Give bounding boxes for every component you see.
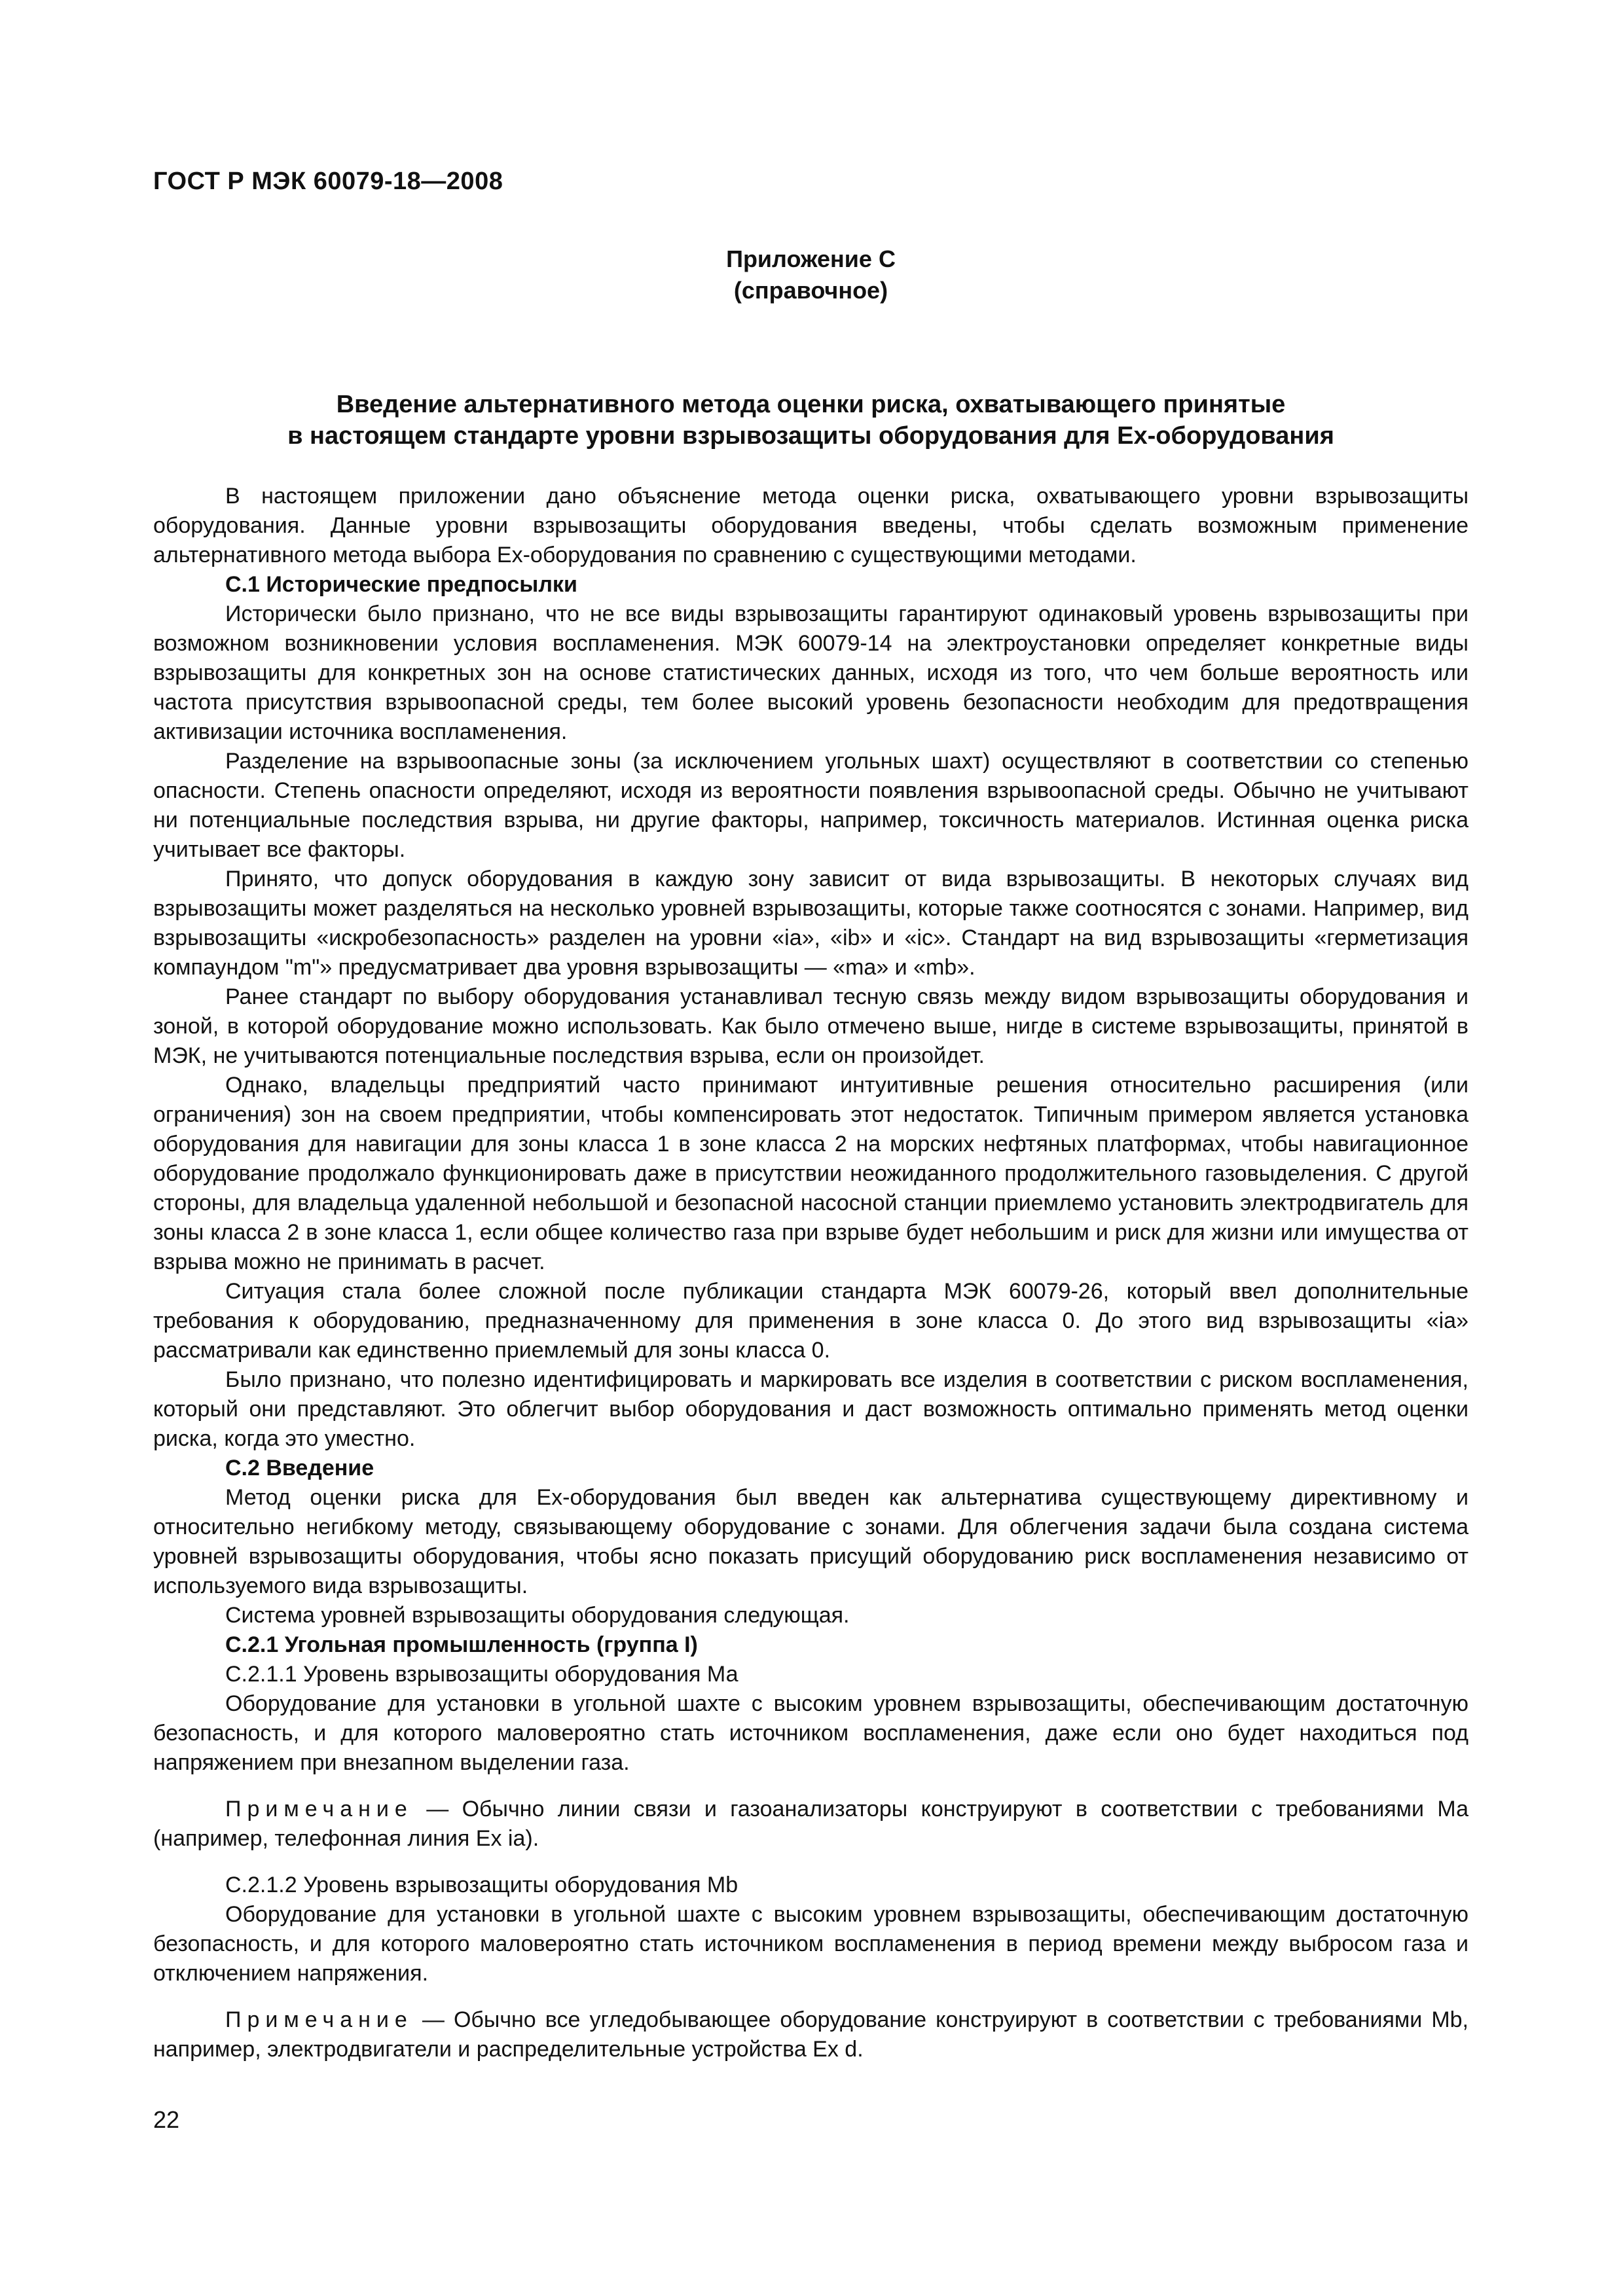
standard-designation: ГОСТ Р МЭК 60079-18—2008 [153, 168, 503, 195]
intro-paragraph: В настоящем приложении дано объяснение метода оценки риска, охватывающего уровни взрывозащиты оборудования. Данные уровни взрывозащиты оборудования введены, чтобы сделать возможным применение альтернативного метода выбора Ex-оборудования по сравнению с существующими методами. [153, 484, 1468, 567]
paragraph: Исторически было признано, что не все виды взрывозащиты гарантируют одинаковый уровень взрывозащиты при возможном возникновении условия воспламенения. МЭК 60079-14 на электроустановки определяет конкретные виды взрывозащиты для конкретных зон на основе статистических данных, исходя из того, что чем больше вероятность или частота присутствия взрывоопасной среды, тем более высокий уровень безопасности необходим для предотвращения активизации источника воспламенения. [153, 601, 1468, 744]
document-body [153, 482, 1468, 2081]
paragraph: Оборудование для установки в угольной шахте с высоким уровнем взрывозащиты, обеспечивающим достаточную безопасность, и для которого маловероятно стать источником воспламенения в период времени между выбросом газа и отключением напряжения. [153, 1902, 1468, 1986]
paragraph: Было признано, что полезно идентифицировать и маркировать все изделия в соответствии с риском воспламенения, который они представляют. Это облегчит выбор оборудования и даст возможность оптимально применять метод оценки риска, когда это уместно. [153, 1367, 1468, 1451]
section-c2-heading: С.2 Введение [225, 1456, 374, 1480]
section-c1-heading: С.1 Исторические предпосылки [225, 572, 577, 597]
annex-label: Приложение С [726, 245, 896, 272]
section-c211-heading: С.2.1.1 Уровень взрывозащиты оборудования Ма [225, 1662, 739, 1687]
note-2 [153, 2005, 1468, 2064]
annex-title [153, 389, 1468, 452]
note-label: Примечание [225, 2007, 413, 2032]
note-text: — Обычно все угледобывающее оборудование конструируют в соответствии с требованиями Mb, например, электродвигатели и распределительные устройства Ex d. [153, 2007, 1468, 2062]
section-c21-heading: С.2.1 Угольная промышленность (группа I) [225, 1632, 698, 1657]
annex-title-line-1: Введение альтернативного метода оценки риска, охватывающего принятые [336, 391, 1286, 418]
note-text: — Обычно линии связи и газоанализаторы конструируют в соответствии с требованиями Ма (например, телефонная линия Ex ia). [153, 1797, 1468, 1851]
annex-block [153, 243, 1468, 306]
paragraph: Ситуация стала более сложной после публикации стандарта МЭК 60079-26, который ввел дополнительные требования к оборудованию, предназначенному для применения в зоне класса 0. До этого вид взрывозащиты «ia» рассматривали как единственно приемлемый для зоны класса 0. [153, 1279, 1468, 1363]
paragraph: Метод оценки риска для Ex-оборудования был введен как альтернатива существующему директивному и относительно негибкому методу, связывающему оборудование с зонами. Для облегчения задачи была создана система уровней взрывозащиты оборудования, чтобы ясно показать присущий оборудованию риск воспламенения независимо от используемого вида взрывозащиты. [153, 1485, 1468, 1598]
paragraph: Однако, владельцы предприятий часто принимают интуитивные решения относительно расширения (или ограничения) зон на своем предприятии, чтобы компенсировать этот недостаток. Типичным примером является установка оборудования для навигации для зоны класса 1 в зоне класса 2 на морских нефтяных платформах, чтобы навигационное оборудование продолжало функционировать даже в присутствии неожиданного продолжительного газовыделения. С другой стороны, для владельца удаленной небольшой и безопасной насосной станции приемлемо установить электродвигатель для зоны класса 2 в зоне класса 1, если общее количество газа при взрыве будет небольшим и риск для жизни или имущества от взрыва можно не принимать в расчет. [153, 1073, 1468, 1274]
note-label: Примечание [225, 1797, 413, 1821]
section-c212-heading: С.2.1.2 Уровень взрывозащиты оборудования Mb [225, 1873, 739, 1897]
note-1 [153, 1795, 1468, 1854]
paragraph: Система уровней взрывозащиты оборудования следующая. [225, 1603, 850, 1628]
paragraph: Оборудование для установки в угольной шахте с высоким уровнем взрывозащиты, обеспечивающим достаточную безопасность, и для которого маловероятно стать источником воспламенения, даже если оно будет находиться под напряжением при внезапном выделении газа. [153, 1691, 1468, 1775]
annex-type: (справочное) [733, 277, 888, 304]
page-number: 22 [153, 2106, 180, 2133]
paragraph: Ранее стандарт по выбору оборудования устанавливал тесную связь между видом взрывозащиты оборудования и зоной, в которой оборудование можно использовать. Как было отмечено выше, нигде в системе взрывозащиты, принятой в МЭК, не учитываются потенциальные последствия взрыва, если он произойдет. [153, 984, 1468, 1068]
paragraph: Разделение на взрывоопасные зоны (за исключением угольных шахт) осуществляют в соответствии со степенью опасности. Степень опасности определяют, исходя из вероятности появления взрывоопасной среды. Обычно не учитывают ни потенциальные последствия взрыва, ни другие факторы, например, токсичность материалов. Истинная оценка риска учитывает все факторы. [153, 749, 1468, 862]
paragraph: Принято, что допуск оборудования в каждую зону зависит от вида взрывозащиты. В некоторых случаях вид взрывозащиты может разделяться на несколько уровней взрывозащиты, которые также соотносятся с зонами. Например, вид взрывозащиты «искробезопасность» разделен на уровни «ia», «ib» и «ic». Стандарт на вид взрывозащиты «герметизация компаундом "m"» предусматривает два уровня взрывозащиты — «ma» и «mb». [153, 867, 1468, 980]
annex-title-line-2: в настоящем стандарте уровни взрывозащиты оборудования для Ex-оборудования [287, 422, 1334, 450]
